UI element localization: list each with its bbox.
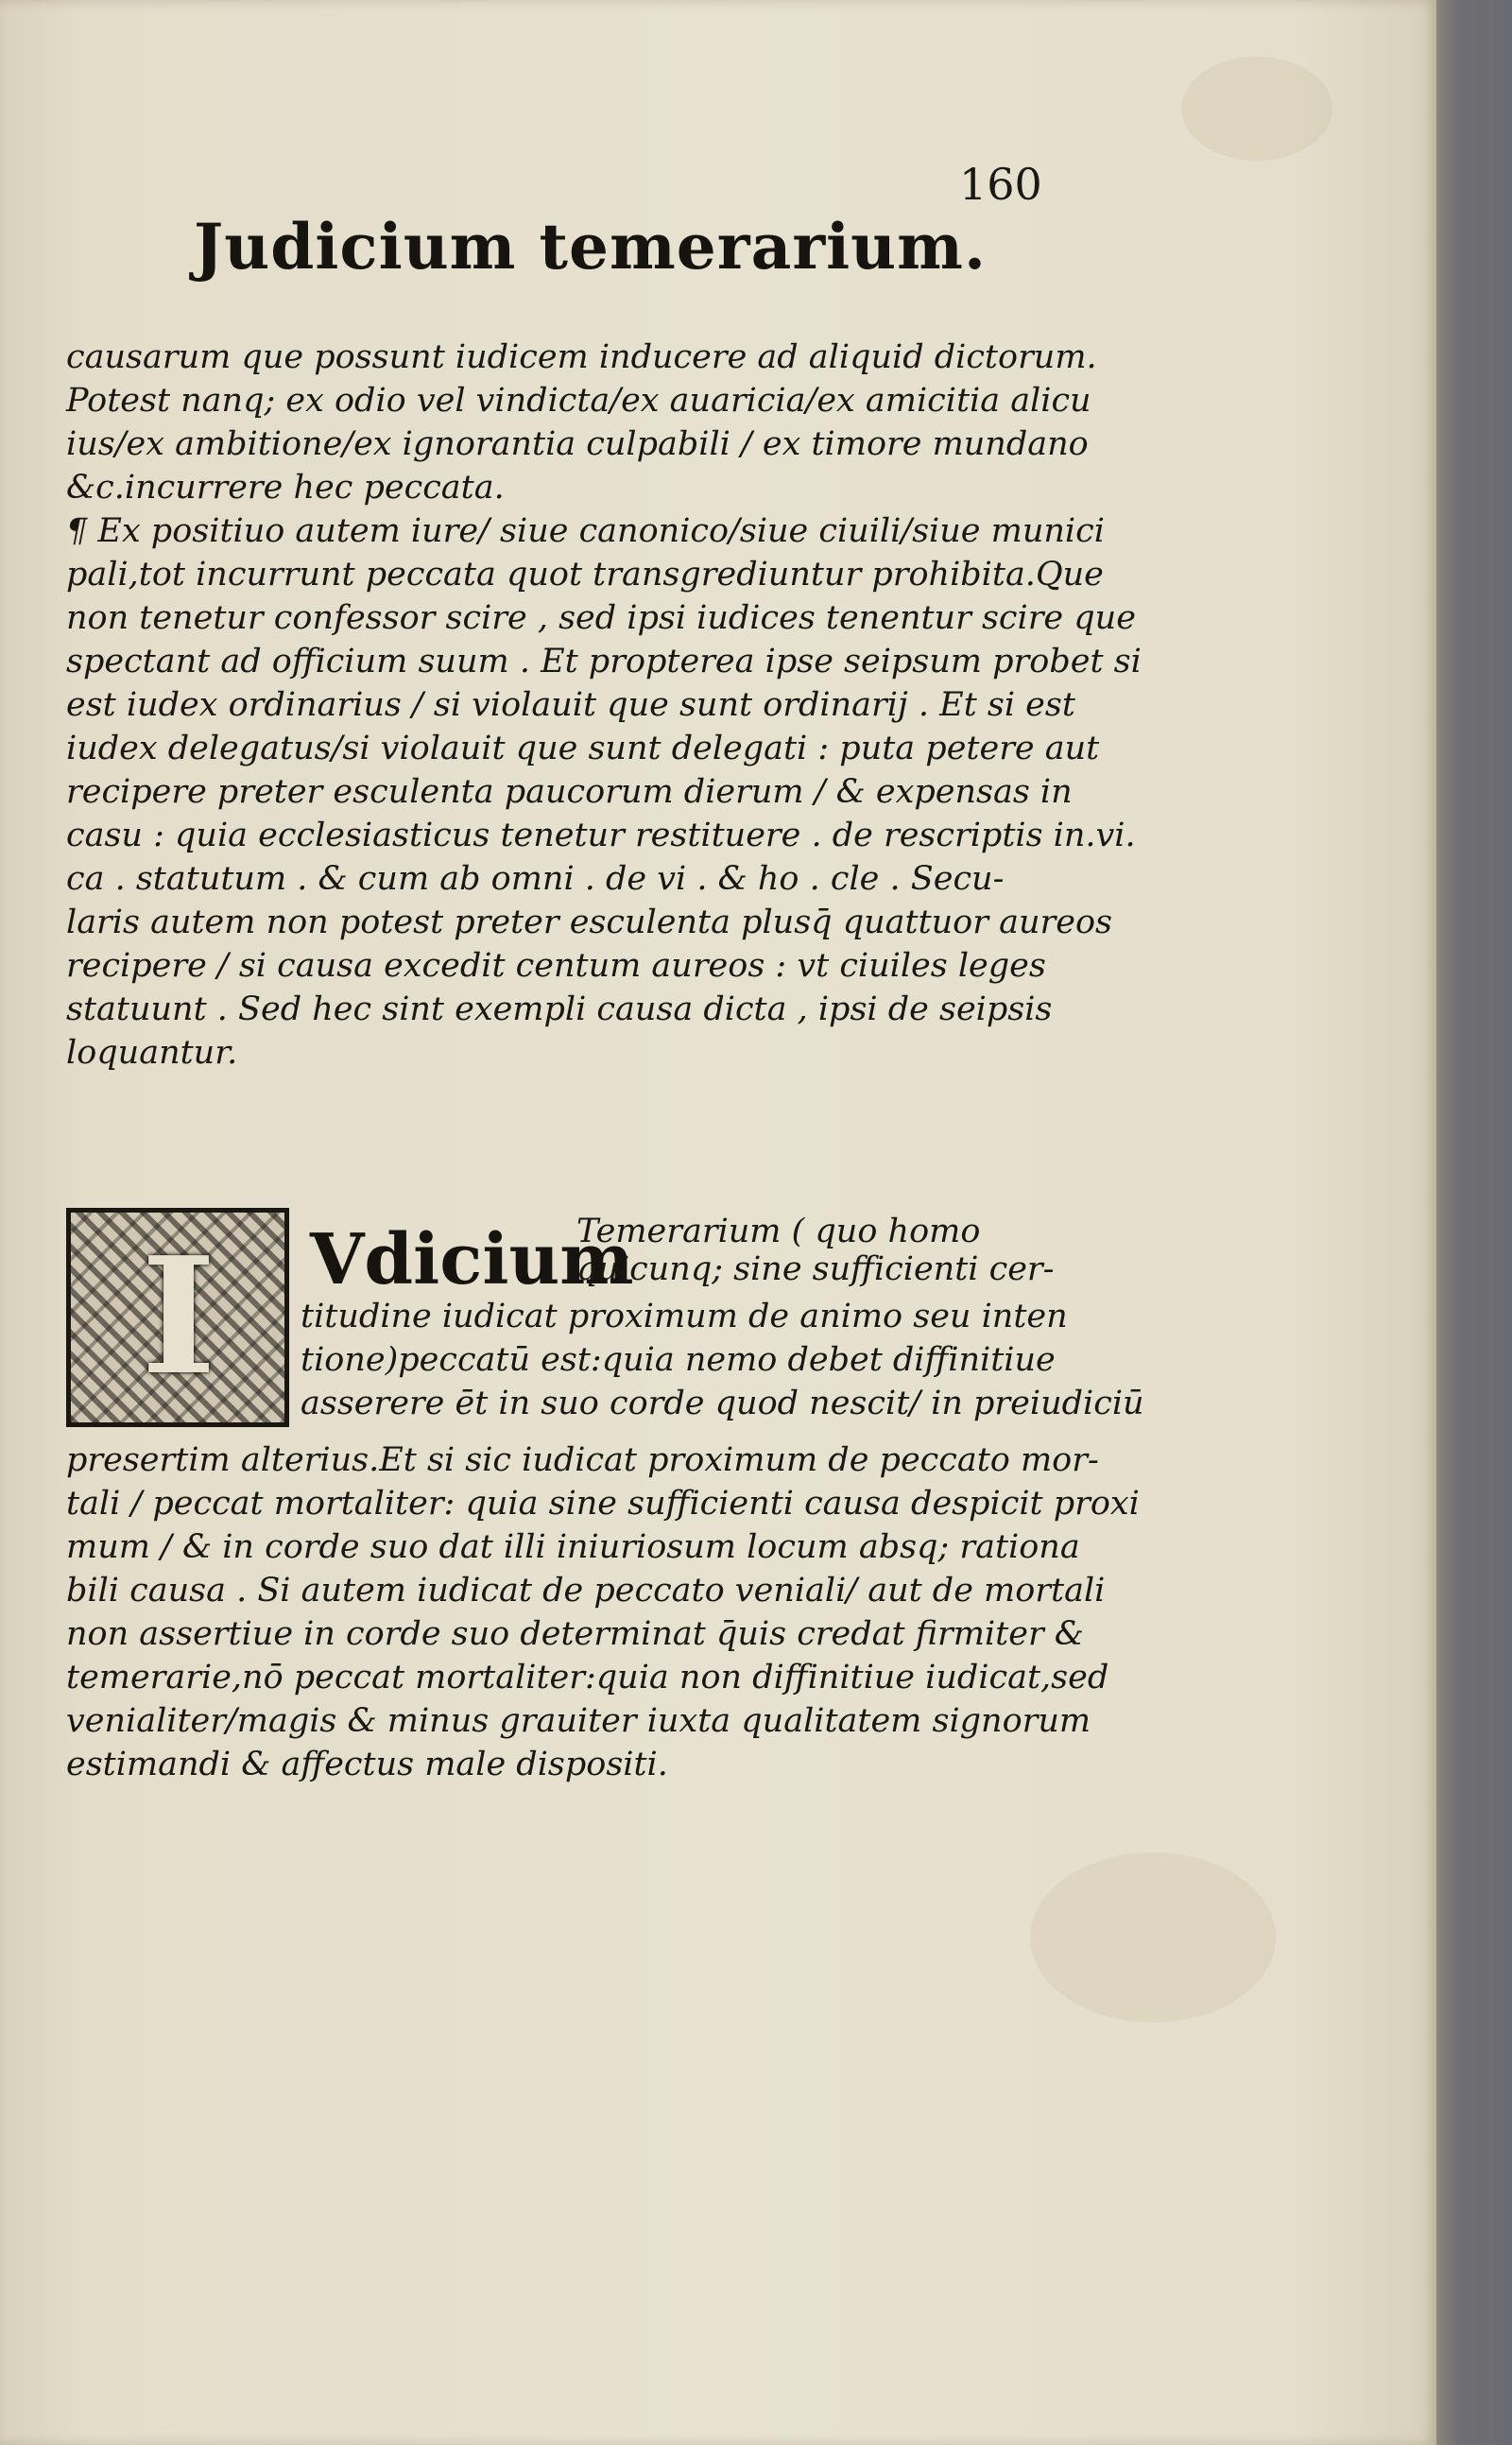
- text-line: estimandi & affectus male dispositi.: [66, 1746, 668, 1783]
- text-line: spectant ad officium suum . Et propterea ipse seipsum probet si: [66, 643, 1142, 680]
- text-line: venialiter/magis & minus grauiter iuxta qualitatem signorum: [66, 1702, 1091, 1740]
- text-line: Temerarium ( quo homo: [576, 1213, 981, 1250]
- text-line: recipere / si causa excedit centum aureos : vt ciuiles leges: [66, 947, 1046, 985]
- paper-stain: [1030, 1852, 1276, 2023]
- paragraph-2-head: [66, 1208, 1144, 1435]
- text-line: non tenetur confessor scire , sed ipsi iudices tenentur scire que: [66, 599, 1136, 637]
- text-line: casu : quia ecclesiasticus tenetur restituere . de rescriptis in.vi.: [66, 817, 1136, 854]
- text-line: ius/ex ambitione/ex ignorantia culpabili / ex timore mundano: [66, 425, 1089, 463]
- text-line: tali / peccat mortaliter: quia sine sufficienti causa despicit proxi: [66, 1485, 1140, 1523]
- text-line: est iudex ordinarius / si violauit que sunt ordinarij . Et si est: [66, 686, 1075, 724]
- page-number: 160: [959, 159, 1042, 210]
- paragraph-2: [66, 1438, 1140, 1786]
- text-line: presertim alterius.Et si sic iudicat proximum de peccato mor-: [66, 1441, 1099, 1479]
- paragraph-1: [66, 336, 1142, 1075]
- text-line: statuunt . Sed hec sint exempli causa dicta , ipsi de seipsis: [66, 990, 1053, 1028]
- text-line: iudex delegatus/si violauit que sunt delegati : puta petere aut: [66, 730, 1100, 767]
- text-line: titudine iudicat proximum de animo seu inten: [301, 1298, 1068, 1335]
- text-line: loquantur.: [66, 1034, 238, 1072]
- text-line: causarum que possunt iudicem inducere ad aliquid dictorum.: [66, 338, 1097, 376]
- text-line: tione)peccatū est:quia nemo debet diffinitiue: [301, 1341, 1056, 1379]
- text-line: &c.incurrere hec peccata.: [66, 469, 505, 507]
- text-line: ¶ Ex positiuo autem iure/ siue canonico/siue ciuili/siue munici: [66, 512, 1105, 550]
- scan-background-edge: [1436, 0, 1512, 2445]
- lead-word: Vdicium: [310, 1219, 634, 1300]
- text-line: mum / & in corde suo dat illi iniuriosum locum absq; rationa: [66, 1528, 1080, 1566]
- text-line: asserere ēt in suo corde quod nescit/ in preiudiciū: [301, 1385, 1144, 1422]
- text-line: non assertiue in corde suo determinat q̄uis credat firmiter &: [66, 1615, 1084, 1653]
- text-line: laris autem non potest preter esculenta plusq̄ quattuor aureos: [66, 904, 1112, 941]
- text-line: quicunq; sine sufficienti cer-: [576, 1250, 1055, 1288]
- paper-stain: [1181, 57, 1332, 161]
- text-line: pali,tot incurrunt peccata quot transgrediuntur prohibita.Que: [66, 556, 1104, 594]
- decorated-initial: [66, 1208, 289, 1427]
- text-line: ca . statutum . & cum ab omni . de vi . & ho . cle . Secu-: [66, 860, 1005, 898]
- text-line: bili causa . Si autem iudicat de peccato veniali/ aut de mortali: [66, 1572, 1106, 1610]
- text-line: temerarie,nō peccat mortaliter:quia non diffinitiue iudicat,sed: [66, 1659, 1109, 1696]
- running-title: Judicium temerarium.: [194, 210, 987, 284]
- text-line: Potest nanq; ex odio vel vindicta/ex auaricia/ex amicitia alicu: [66, 382, 1091, 420]
- initial-letter: I: [141, 1222, 216, 1411]
- text-line: recipere preter esculenta paucorum dierum / & expensas in: [66, 773, 1073, 811]
